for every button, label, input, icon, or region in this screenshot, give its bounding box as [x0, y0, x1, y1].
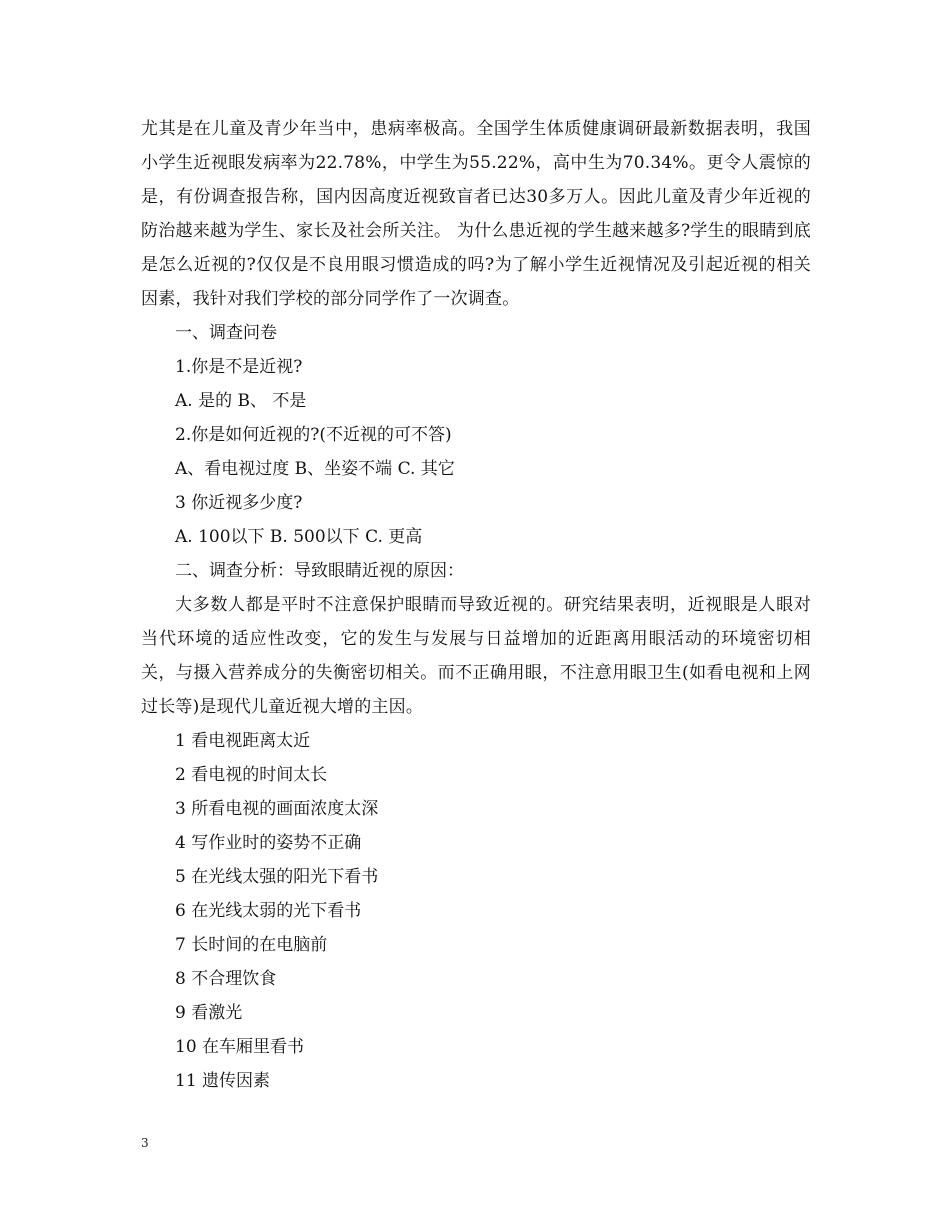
question-3-options: A. 100以下 B. 500以下 C. 更高 — [175, 527, 423, 547]
question-1: 1.你是不是近视? — [175, 357, 303, 377]
intro-paragraph: 尤其是在儿童及青少年当中，患病率极高。全国学生体质健康调研最新数据表明，我国小学生近视眼发病率为22.78%，中学生为55.22%，高中生为70.34%。更令人震惊的是，有份调查报告称，国内因高度近视致盲者已达30多万人。因此儿童及青少年近视的防治越来越为学生、家长及社会所关注。 为什么患近视的学生越来越多?学生的眼睛到底是怎么近视的?仅仅是不良用眼习惯造成的吗?为了解小学生近视情况及引起近视的相关因素，我针对我们学校的部分同学作了一次调查。 — [141, 119, 811, 309]
cause-item: 8 不合理饮食 — [175, 969, 277, 989]
analysis-paragraph: 大多数人都是平时不注意保护眼睛而导致近视的。研究结果表明，近视眼是人眼对当代环境的适应性改变，它的发生与发展与日益增加的近距离用眼活动的环境密切相关，与摄入营养成分的失衡密切相关。而不正确用眼，不注意用眼卫生(如看电视和上网过长等)是现代儿童近视大增的主因。 — [141, 595, 811, 717]
cause-item: 7 长时间的在电脑前 — [175, 935, 328, 955]
section-heading-questionnaire: 一、调查问卷 — [175, 323, 277, 343]
question-3: 3 你近视多少度? — [175, 493, 303, 513]
question-2-options: A、看电视过度 B、坐姿不端 C. 其它 — [175, 459, 455, 479]
question-1-options: A. 是的 B、 不是 — [175, 391, 307, 411]
cause-item: 2 看电视的时间太长 — [175, 765, 328, 785]
cause-item: 10 在车厢里看书 — [175, 1037, 305, 1057]
cause-item: 6 在光线太弱的光下看书 — [175, 901, 362, 921]
page-number: 3 — [141, 1136, 149, 1150]
question-2: 2.你是如何近视的?(不近视的可不答) — [175, 425, 452, 445]
cause-item: 9 看激光 — [175, 1003, 243, 1023]
cause-item: 4 写作业时的姿势不正确 — [175, 833, 362, 853]
cause-item: 11 遗传因素 — [175, 1071, 271, 1091]
section-heading-analysis: 二、调查分析：导致眼睛近视的原因： — [175, 561, 464, 581]
cause-item: 5 在光线太强的阳光下看书 — [175, 867, 379, 887]
document-body — [141, 112, 811, 1098]
cause-item: 1 看电视距离太近 — [175, 731, 311, 751]
cause-item: 3 所看电视的画面浓度太深 — [175, 799, 379, 819]
